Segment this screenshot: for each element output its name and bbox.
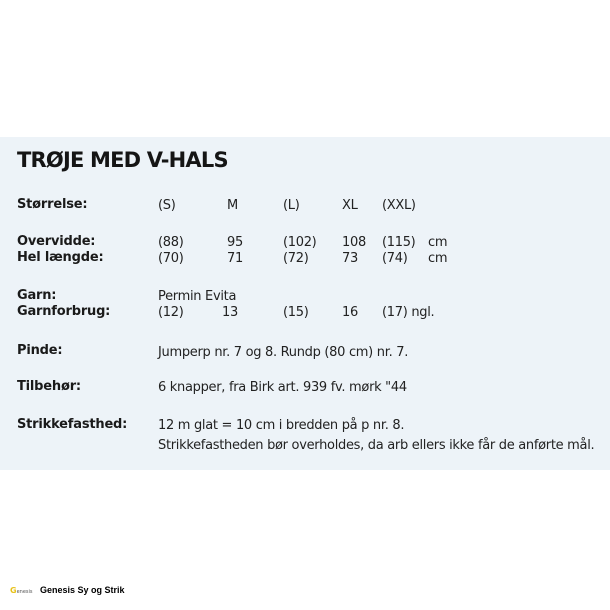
yarn-usage-xxl: (17) ngl.	[382, 305, 435, 320]
sizes-label: Størrelse:	[17, 197, 88, 212]
full-length-xxl: (74)	[382, 251, 408, 266]
full-length-xl: 73	[342, 251, 358, 266]
yarn-usage-m: 13	[222, 305, 238, 320]
yarn-usage-label: Garnforbrug:	[17, 304, 111, 319]
needles-label: Pinde:	[17, 343, 63, 358]
brand-name: Genesis Sy og Strik	[40, 585, 125, 595]
size-m: M	[227, 198, 238, 213]
gauge-label: Strikkefasthed:	[17, 417, 128, 432]
size-xxl: (XXL)	[382, 198, 416, 213]
yarn-label: Garn:	[17, 288, 57, 303]
full-length-m: 71	[227, 251, 243, 266]
size-s: (S)	[158, 198, 176, 213]
chest-width-unit: cm	[428, 235, 448, 250]
yarn-usage-s: (12)	[158, 305, 184, 320]
accessories-value: 6 knapper, fra Birk art. 939 fv. mørk "44	[158, 380, 407, 395]
pattern-title: TRØJE MED V-HALS	[17, 148, 228, 172]
gauge-line-2: Strikkefastheden bør overholdes, da arb ellers ikke får de anførte mål.	[158, 438, 595, 453]
chest-width-l: (102)	[283, 235, 317, 250]
chest-width-m: 95	[227, 235, 243, 250]
accessories-label: Tilbehør:	[17, 379, 81, 394]
logo-text: enesis	[16, 589, 33, 595]
chest-width-s: (88)	[158, 235, 184, 250]
chest-width-xl: 108	[342, 235, 366, 250]
needles-value: Jumperp nr. 7 og 8. Rundp (80 cm) nr. 7.	[158, 345, 409, 360]
genesis-logo-icon	[10, 587, 33, 595]
gauge-line-1: 12 m glat = 10 cm i bredden på p nr. 8.	[158, 418, 405, 433]
size-xl: XL	[342, 198, 358, 213]
yarn-usage-l: (15)	[283, 305, 309, 320]
chest-width-xxl: (115)	[382, 235, 416, 250]
full-length-s: (70)	[158, 251, 184, 266]
yarn-value: Permin Evita	[158, 289, 237, 304]
chest-width-label: Overvidde:	[17, 234, 96, 249]
logo-initial: G	[10, 586, 17, 595]
yarn-usage-xl: 16	[342, 305, 358, 320]
full-length-label: Hel længde:	[17, 250, 104, 265]
full-length-l: (72)	[283, 251, 309, 266]
full-length-unit: cm	[428, 251, 448, 266]
size-l: (L)	[283, 198, 300, 213]
